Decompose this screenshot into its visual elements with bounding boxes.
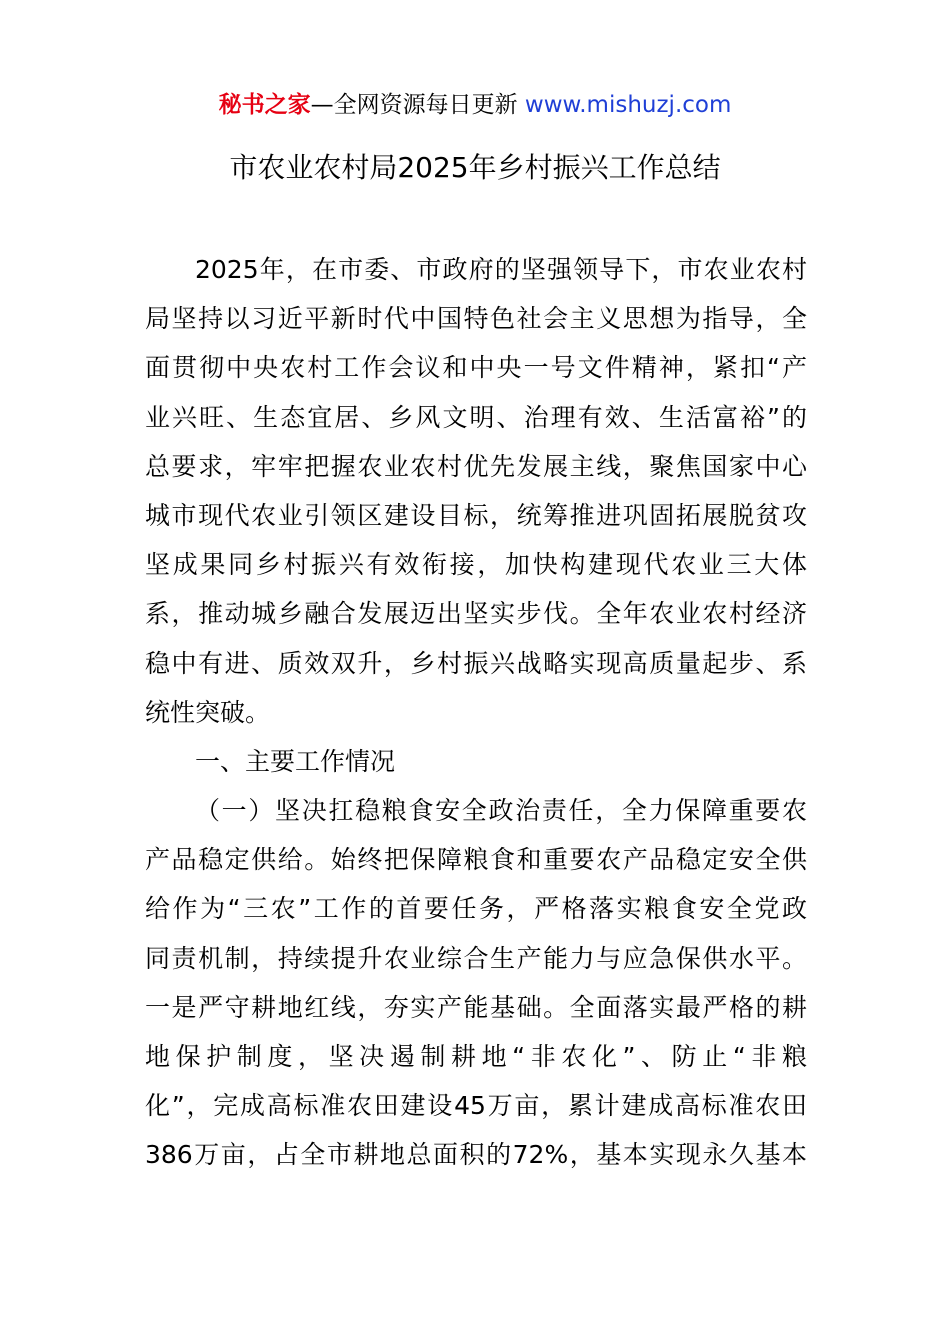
paragraph-line: 386万亩，占全市耕地总面积的72%，基本实现永久基本 [145,1140,807,1170]
section-heading: 一、主要工作情况 [195,746,396,776]
document-body [145,245,807,1180]
paragraph-line: 给作为“三农”工作的首要任务，严格落实粮食安全党政 [145,894,807,924]
paragraph-line: 坚成果同乡村振兴有效衔接，加快构建现代农业三大体 [145,550,807,580]
paragraph-line: 城市现代农业引领区建设目标，统筹推进巩固拓展脱贫攻 [145,500,807,530]
paragraph-line: 稳中有进、质效双升，乡村振兴战略实现高质量起步、系 [145,648,807,678]
site-url-link[interactable]: www.mishuzj.com [524,92,732,118]
site-tagline: —全网资源每日更新 [310,92,525,118]
site-header [0,88,950,122]
paragraph-line: 一是严守耕地红线，夯实产能基础。全面落实最严格的耕 [145,992,807,1022]
paragraph-line: 地保护制度，坚决遏制耕地“非农化”、防止“非粮 [145,1042,807,1071]
paragraph-line: 统性突破。 [145,697,271,727]
paragraph-line: 业兴旺、生态宜居、乡风文明、治理有效、生活富裕”的 [145,402,807,432]
site-brand: 秘书之家 [218,92,311,118]
paragraph-line: （一）坚决扛稳粮食安全政治责任，全力保障重要农 [195,796,807,826]
paragraph-line: 产品稳定供给。始终把保障粮食和重要农产品稳定安全供 [145,845,807,875]
document-title: 市农业农村局2025年乡村振兴工作总结 [229,151,721,184]
paragraph-line: 面贯彻中央农村工作会议和中央一号文件精神，紧扣“产 [145,353,807,383]
paragraph-line: 同责机制，持续提升农业综合生产能力与应急保供水平。 [145,943,807,973]
paragraph-line: 局坚持以习近平新时代中国特色社会主义思想为指导，全 [145,304,807,334]
paragraph-line: 2025年，在市委、市政府的坚强领导下，市农业农村 [195,255,807,284]
paragraph-line: 化”，完成高标准农田建设45万亩，累计建成高标准农田 [145,1091,807,1121]
paragraph-line: 系，推动城乡融合发展迈出坚实步伐。全年农业农村经济 [145,599,807,629]
paragraph-line: 总要求，牢牢把握农业农村优先发展主线，聚焦国家中心 [145,451,807,481]
